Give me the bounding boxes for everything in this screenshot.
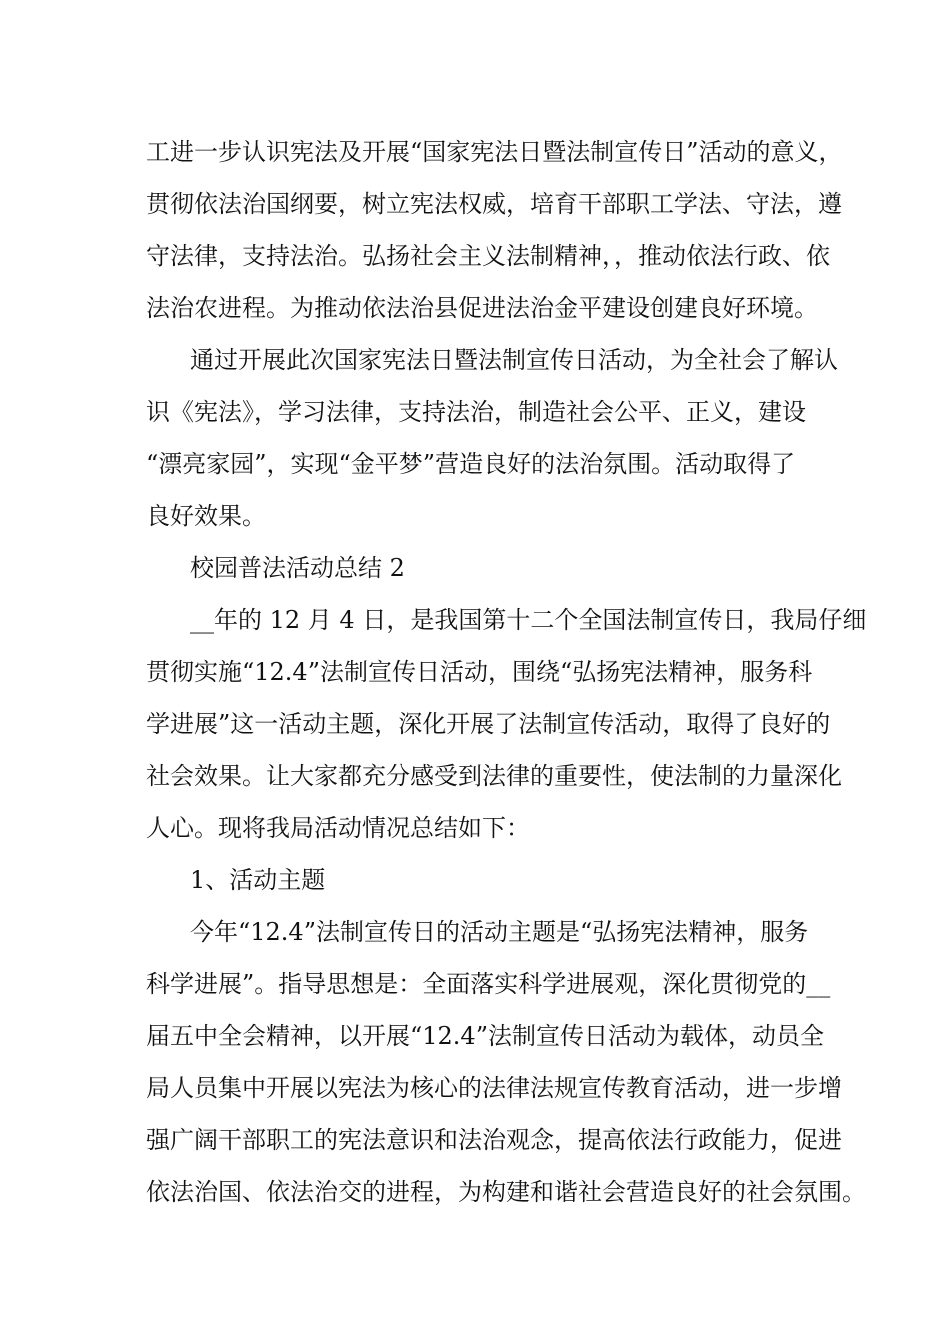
section-heading: 校园普法活动总结 2 — [190, 554, 405, 582]
paragraph-1 — [146, 126, 843, 334]
subsection-heading: 1、活动主题 — [190, 866, 326, 894]
text-line: 守法律，支持法治。弘扬社会主义法制精神，，推动依法行政、依 — [146, 242, 830, 270]
text-line: 局人员集中开展以宪法为核心的法律法规宣传教育活动，进一步增 — [146, 1074, 842, 1102]
document-body — [146, 126, 867, 1218]
text-line: 良好效果。 — [146, 502, 266, 530]
paragraph-2 — [146, 334, 838, 542]
text-line: 工进一步认识宪法及开展“国家宪法日暨法制宣传日”活动的意义， — [146, 138, 843, 166]
text-line: __年的 12 月 4 日，是我国第十二个全国法制宣传日，我局仔细 — [190, 606, 867, 634]
text-line: “漂亮家园”，实现“金平梦”营造良好的法治氛围。活动取得了 — [146, 450, 796, 478]
text-line: 贯彻依法治国纲要，树立宪法权威，培育干部职工学法、守法，遵 — [146, 190, 842, 218]
text-line: 今年“12.4”法制宣传日的活动主题是“弘扬宪法精神，服务 — [190, 918, 809, 946]
text-line: 学进展”这一活动主题，深化开展了法制宣传活动，取得了良好的 — [146, 710, 831, 738]
paragraph-3 — [146, 594, 867, 854]
text-line: 法治农进程。为推动依法治县促进法治金平建设创建良好环境。 — [146, 294, 818, 322]
paragraph-4 — [146, 906, 866, 1218]
text-line: 社会效果。让大家都充分感受到法律的重要性，使法制的力量深化 — [146, 762, 842, 790]
text-line: 人心。现将我局活动情况总结如下： — [146, 814, 530, 842]
text-line: 科学进展”。指导思想是：全面落实科学进展观，深化贯彻党的__ — [146, 970, 831, 998]
text-line: 依法治国、依法治交的进程，为构建和谐社会营造良好的社会氛围。 — [146, 1178, 866, 1206]
text-line: 届五中全会精神，以开展“12.4”法制宣传日活动为载体，动员全 — [146, 1022, 824, 1050]
text-line: 贯彻实施“12.4”法制宣传日活动，围绕“弘扬宪法精神，服务科 — [146, 658, 813, 686]
text-line: 强广阔干部职工的宪法意识和法治观念，提高依法行政能力，促进 — [146, 1126, 842, 1154]
text-line: 通过开展此次国家宪法日暨法制宣传日活动，为全社会了解认 — [190, 346, 838, 374]
text-line: 识《宪法》，学习法律，支持法治，制造社会公平、正义，建设 — [146, 398, 806, 426]
